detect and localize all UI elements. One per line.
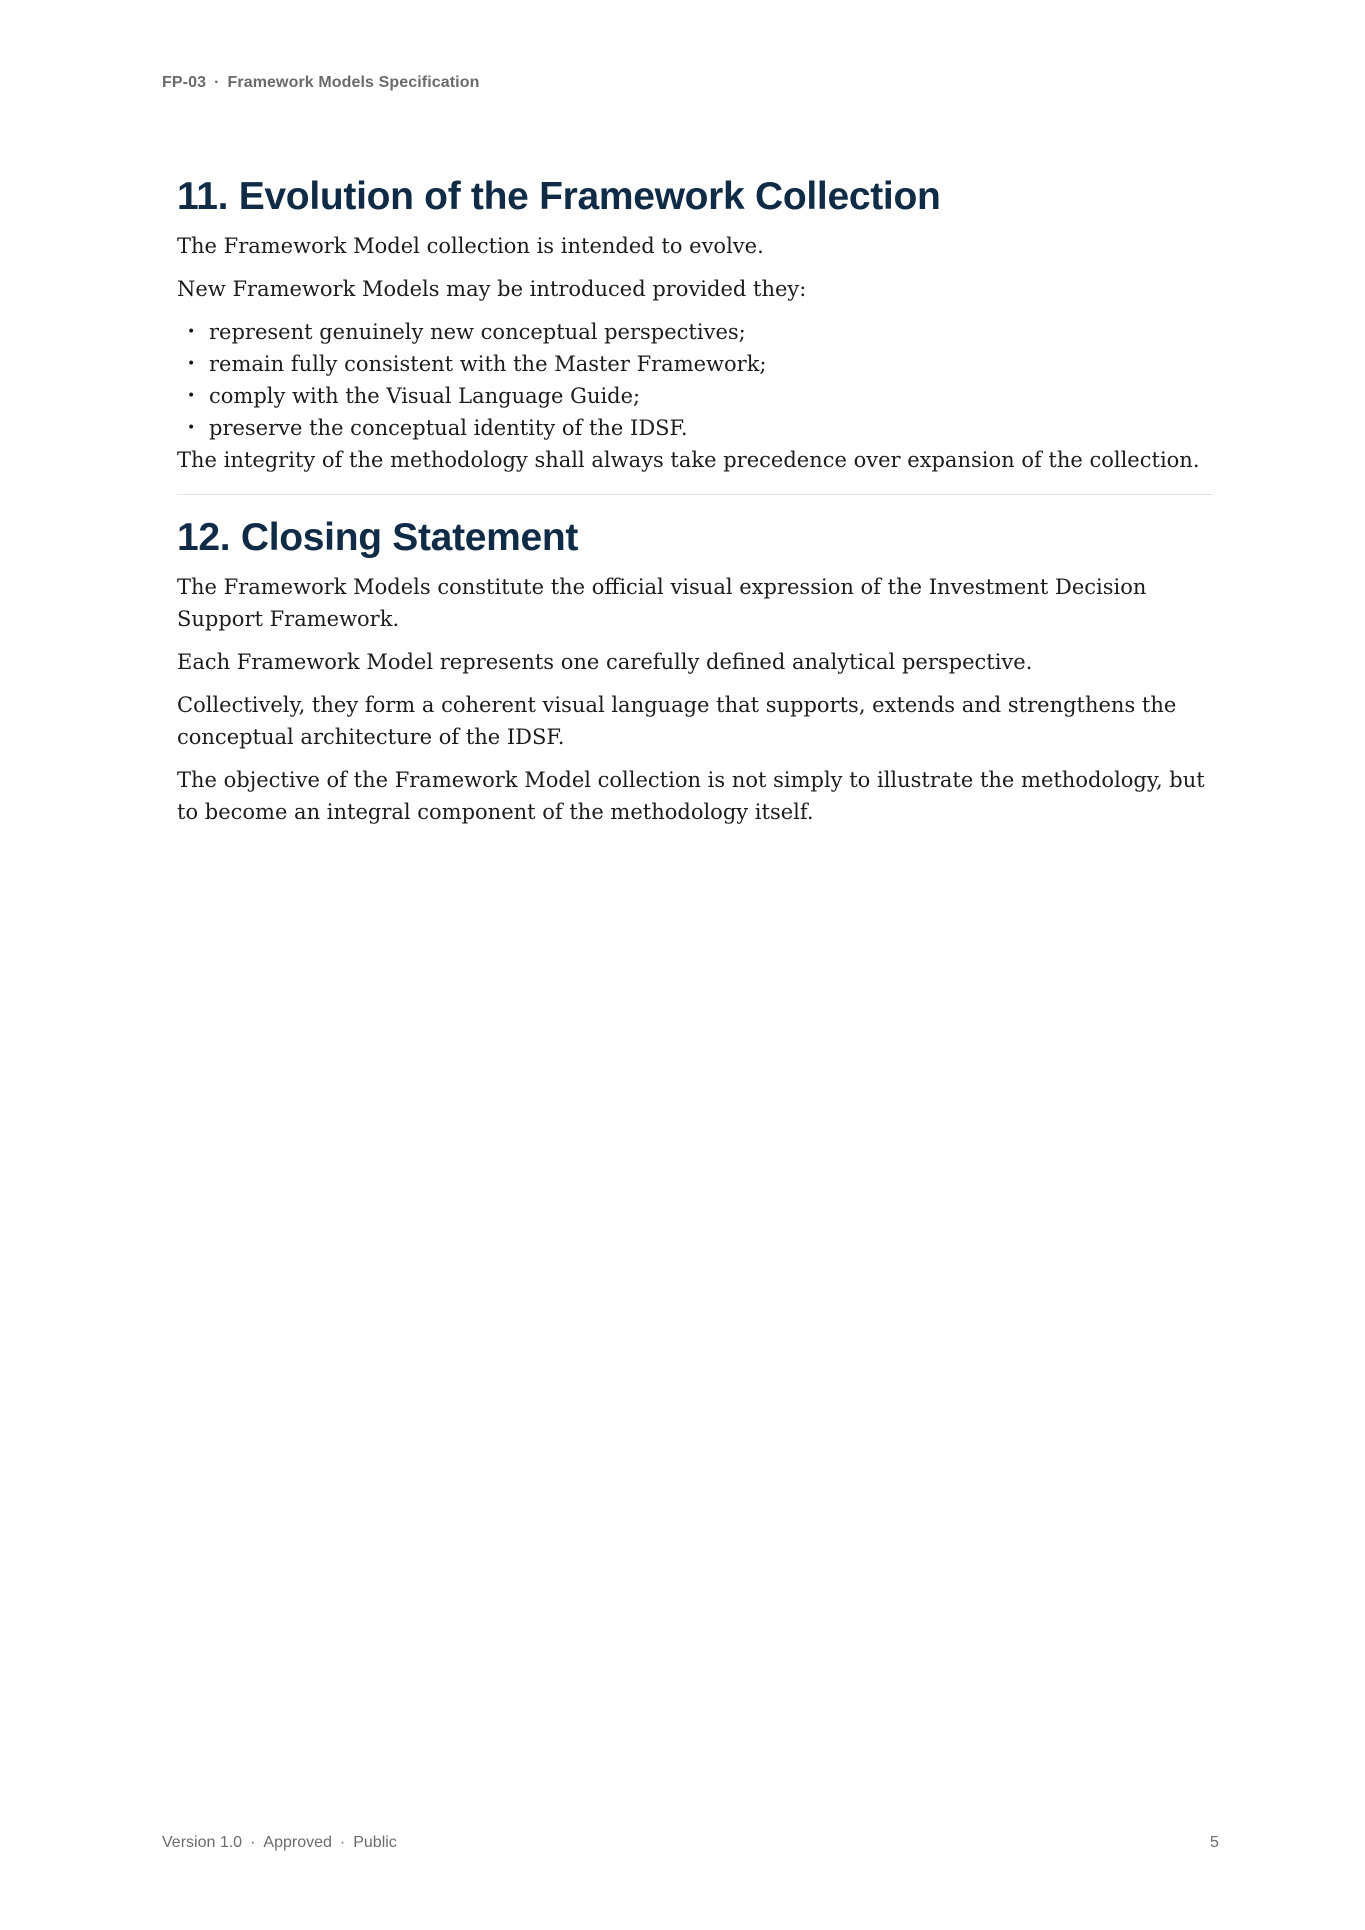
doc-id: FP-03 [162,74,207,91]
list-item [177,380,1213,412]
version-label: Version 1.0 [162,1834,243,1851]
footer-separator: · [339,1834,346,1851]
bullet-icon: • [187,388,196,404]
page-content [177,172,1213,839]
bullet-icon: • [187,356,196,372]
list-item-text: comply with the Visual Language Guide; [209,384,641,408]
list-item-text: remain fully consistent with the Master Framework; [209,352,767,376]
section-12-paragraph-1: The Framework Models constitute the official visual expression of the Investment Decision Support Framework. [177,575,1147,631]
page-number: 5 [1210,1834,1219,1851]
status-label: Approved [263,1834,332,1851]
section-12-paragraph-2: Each Framework Model represents one carefully defined analytical perspective. [177,650,1033,674]
list-item [177,348,1213,380]
section-11-paragraph-1: The Framework Model collection is intended to evolve. [177,234,764,258]
page-header [162,74,479,92]
section-divider [177,494,1213,495]
criteria-list [177,316,1213,444]
list-item-text: represent genuinely new conceptual perspectives; [209,320,746,344]
footer-separator: · [250,1834,256,1851]
list-item [177,316,1213,348]
classification-label: Public [353,1834,397,1851]
bullet-icon: • [187,420,196,436]
section-12-paragraph-3: Collectively, they form a coherent visual language that supports, extends and strengthens the conceptual architecture of the IDSF. [177,693,1177,749]
bullet-icon: • [187,324,196,340]
header-separator: · [214,74,220,91]
section-evolution [177,172,1213,476]
list-item-text: preserve the conceptual identity of the IDSF. [209,416,688,440]
doc-title: Framework Models Specification [227,74,480,91]
section-closing [177,513,1213,828]
section-12-title: 12. Closing Statement [177,516,579,559]
section-11-paragraph-2: New Framework Models may be introduced provided they: [177,277,807,301]
section-11-paragraph-3: The integrity of the methodology shall always take precedence over expansion of the collection. [177,448,1200,472]
section-11-title: 11. Evolution of the Framework Collection [177,175,941,218]
section-12-paragraph-4: The objective of the Framework Model collection is not simply to illustrate the methodology, but to become an integral component of the methodology itself. [177,768,1205,824]
list-item [177,412,1213,444]
page-footer [162,1834,397,1852]
